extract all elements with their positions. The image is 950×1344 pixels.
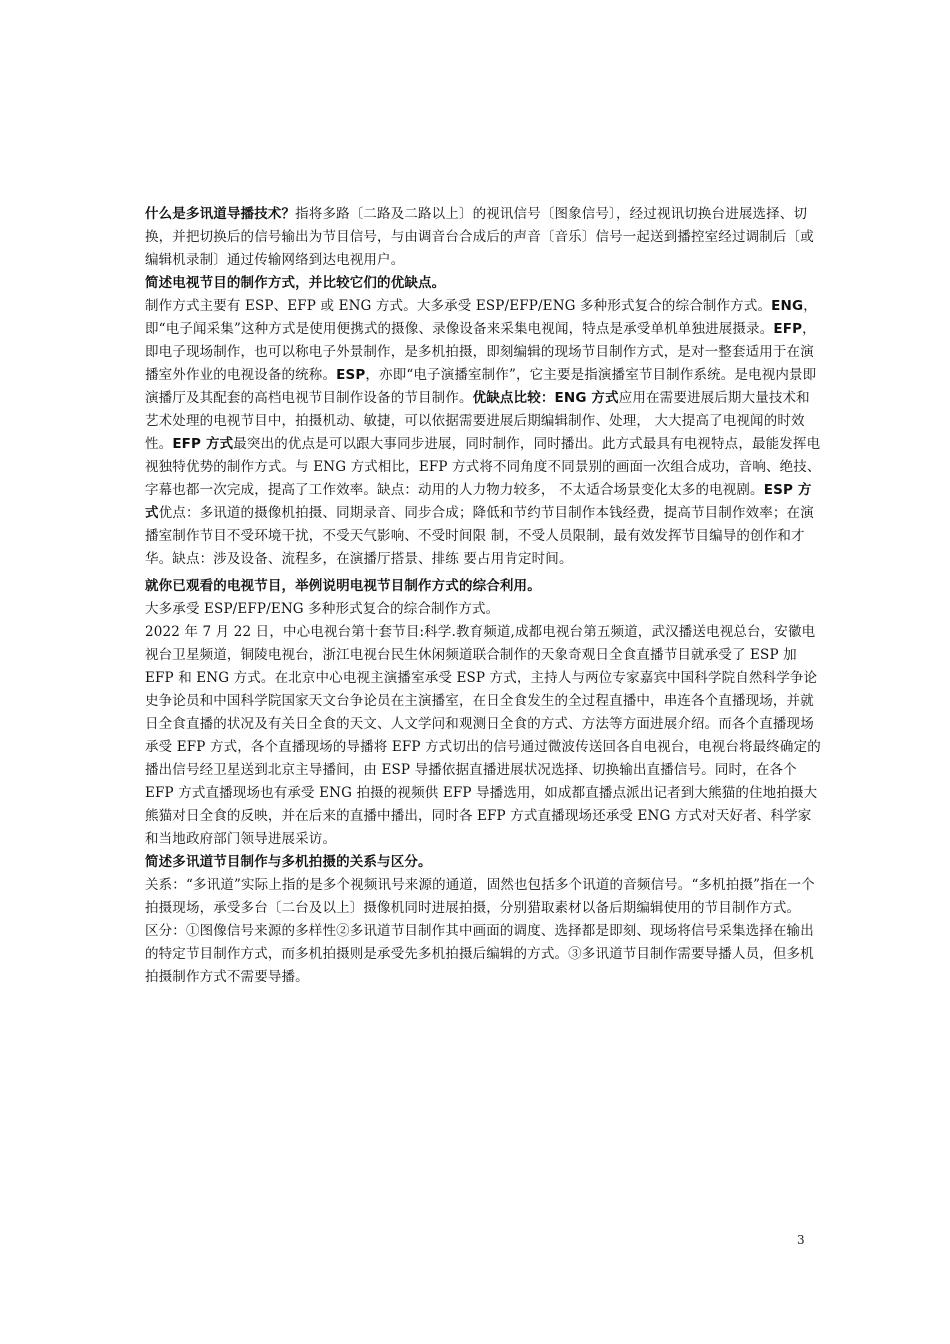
- efp-mode-label: EFP 方式: [172, 436, 234, 452]
- q3-paragraph-2: 2022 年 7 月 22 日，中心电视台第十套节目:科学.教育频道,成都电视台第五频道，武汉播送电视总台，安徽电视台卫星频道，铜陵电视台，浙江电视台民生休闲频道联合制作的天象奇观日全食直播节目就承受了 ESP 加 EFP 和 ENG 方式。在北京中心电视主演播室承受 ESP 方式，主持人与两位专家嘉宾中国科学院自然科学争论史争论员和中国科学院国家天文台争论员在主演播室，在日全食发生的全过程直播中，串连各个直播现场，并就日全食直播的状况及有关日全食的天文、人文学问和观测日全食的方式、方法等方面进展介绍。而各个直播现场承受 EFP 方式，各个直播现场的导播将 EFP 方式切出的信号通过微波传送回各自电视台，电视台将最终确定的播出信号经卫星送到北京主导播间，由 ESP 导播依据直播进展状况选择、切换输出直播信号。同时，在各个 EFP 方式直播现场也有承受 ENG 拍摄的视频供 EFP 导播选用，如成都直播点派出记者到大熊猫的住地拍摄大熊猫对日全食的反映，并在后来的直播中播出，同时各 EFP 方式直播现场还承受 ENG 方式对天好者、科学家和当地政府部门领导进展采访。: [145, 624, 821, 847]
- paragraph-q2: [145, 295, 823, 571]
- q2-text-6: 最突出的优点是可以跟大事同步进展，同时制作，同时播出。此方式最具有电视特点，最能发挥电视独特优势的制作方式。与 ENG 方式相比，EFP 方式将不同角度不同景别的画面一次组合成功，音响、绝技、字幕也都一次完成，提高了工作效率。缺点：动用的人力物力较多， 不太适合场景变化太多的电视剧。: [145, 436, 821, 498]
- document-body: [145, 203, 823, 989]
- q1-heading: 什么是多讯道导播技术？: [145, 206, 296, 222]
- q3-heading: 就你已观看的电视节目，举例说明电视节目制作方式的综合利用。: [145, 578, 541, 594]
- q1-text: 指将多路〔二路及二路以上〕的视讯信号〔图象信号〕，经过视讯切换台进展选择、切换，并把切换后的信号输出为节目信号，与由调音台合成后的声音〔音乐〕信号一起送到播控室经过调制后〔或编辑机录制〕通过传输网络到达电视用户。: [145, 206, 814, 268]
- q4-paragraph-1: 关系：“多讯道”实际上指的是多个视频讯号来源的通道，固然也包括多个讯道的音频信号。“多机拍摄”指在一个拍摄现场，承受多台〔二台及以上〕摄像机同时进展拍摄，分别猎取素材以备后期编辑使用的节目制作方式。: [145, 877, 815, 916]
- q2-text-4: ，亦即“电子演播室制作”，它主要是指演播室节目制作系统。是电视内景即演播厅及其配套的高档电视节目制作设备的节目制作。: [145, 367, 817, 406]
- efp-label: EFP: [773, 321, 803, 337]
- esp-mode-label: ESP 方式: [145, 482, 812, 521]
- q2-text-2: ，即“电子闻采集”这种方式是使用便携式的摄像、录像设备来采集电视闻，特点是承受单机单独进展摄录。: [145, 298, 817, 337]
- q2-heading: 简述电视节目的制作方式，并比较它们的优缺点。: [145, 275, 446, 291]
- paragraph-q1: [145, 203, 823, 272]
- q4-heading: 简述多讯道节目制作与多机拍摄的关系与区分。: [145, 854, 432, 870]
- q2-text-3: ，即电子现场制作，也可以称电子外景制作，是多机拍摄，即刻编辑的现场节目制作方式，是对一整套适用于在演播室外作业的电视设备的统称。: [145, 321, 816, 383]
- eng-label: ENG: [771, 298, 804, 314]
- esp-label: ESP: [336, 367, 366, 383]
- q2-text-7: 优点：多讯道的摄像机拍摄、同期录音、同步合成；降低和节约节目制作本钱经费，提高节目制作效率；在演播室制作节目不受环境干扰，不受天气影响、不受时间限 制，不受人员限制，最有效发挥节目编导的创作和才华。缺点：涉及设备、流程多，在演播厅搭景、排练 要占用肯定时间。: [145, 505, 814, 567]
- q2-text-5: 应用在需要进展后期大量技术和艺术处理的电视节目中，拍摄机动、敏捷，可以依据需要进展后期编辑制作、处理， 大大提高了电视闻的时效性。: [145, 390, 810, 452]
- q2-text-1: 制作方式主要有 ESP、EFP 或 ENG 方式。大多承受 ESP/EFP/ENG 多种形式复合的综合制作方式。: [145, 298, 772, 314]
- page-number: 3: [797, 1233, 805, 1247]
- q3-paragraph-1: 大多承受 ESP/EFP/ENG 多种形式复合的综合制作方式。: [145, 601, 500, 617]
- q4-paragraph-2: 区分：①图像信号来源的多样性②多讯道节目制作其中画面的调度、选择都是即刻、现场将信号采集选择在输出的特定节目制作方式，而多机拍摄则是承受先多机拍摄后编辑的方式。③多讯道节目制作需要导播人员，但多机拍摄制作方式不需要导播。: [145, 923, 814, 985]
- compare-label: 优缺点比较：ENG 方式: [472, 390, 619, 406]
